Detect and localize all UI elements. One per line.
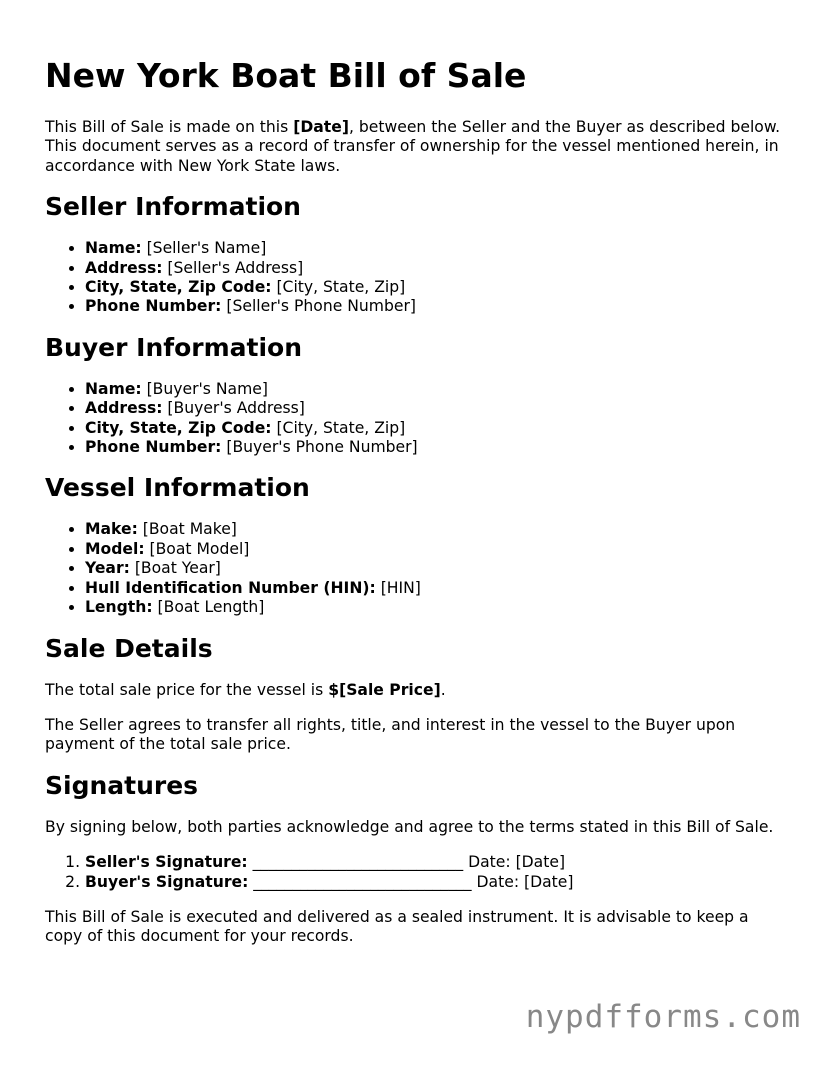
list-item xyxy=(85,520,785,539)
list-item xyxy=(85,278,785,297)
buyer-list xyxy=(45,380,785,458)
item-value: [City, State, Zip] xyxy=(271,278,406,297)
list-item xyxy=(85,559,785,578)
sale-price: $[Sale Price] xyxy=(328,680,441,699)
seller-list xyxy=(45,239,785,317)
list-item xyxy=(85,579,785,598)
item-label: City, State, Zip Code: xyxy=(85,278,272,297)
signature-list xyxy=(45,853,785,892)
list-item xyxy=(85,239,785,258)
signature-line: ___________________________ Date: [Date] xyxy=(247,853,566,872)
item-label: Length: xyxy=(85,598,153,617)
item-label: Hull Identification Number (HIN): xyxy=(85,578,376,597)
item-label: Seller's Signature: xyxy=(85,853,248,872)
page-title: New York Boat Bill of Sale xyxy=(45,56,527,95)
sale-price-paragraph xyxy=(45,681,785,700)
vessel-heading: Vessel Information xyxy=(45,473,310,503)
item-label: Phone Number: xyxy=(85,438,222,457)
item-value: [Buyer's Phone Number] xyxy=(221,438,418,457)
signature-line: ____________________________ Date: [Date] xyxy=(248,872,574,891)
item-label: City, State, Zip Code: xyxy=(85,418,272,437)
list-item xyxy=(85,380,785,399)
item-label: Name: xyxy=(85,379,142,398)
item-label: Address: xyxy=(85,399,163,418)
item-value: [Seller's Name] xyxy=(141,239,267,258)
price-text-end: . xyxy=(440,680,446,699)
signature-item xyxy=(85,853,785,872)
item-value: [Boat Make] xyxy=(137,520,237,539)
item-label: Name: xyxy=(85,239,142,258)
signatures-intro: By signing below, both parties acknowledge and agree to the terms stated in this Bill of Sale. xyxy=(45,817,774,836)
item-value: [HIN] xyxy=(375,578,421,597)
item-value: [Boat Length] xyxy=(152,598,265,617)
list-item xyxy=(85,297,785,316)
item-value: [Seller's Address] xyxy=(162,258,304,277)
item-label: Address: xyxy=(85,258,163,277)
intro-date: [Date] xyxy=(293,118,349,136)
seller-heading: Seller Information xyxy=(45,192,301,222)
list-item xyxy=(85,259,785,278)
list-item xyxy=(85,399,785,418)
list-item xyxy=(85,438,785,457)
transfer-paragraph: The Seller agrees to transfer all rights, title, and interest in the vessel to the Buyer upon payment of the total sale price. xyxy=(45,715,736,754)
item-label: Buyer's Signature: xyxy=(85,872,249,891)
item-value: [Boat Year] xyxy=(129,559,221,578)
item-value: [City, State, Zip] xyxy=(271,418,406,437)
item-value: [Boat Model] xyxy=(144,539,250,558)
item-value: [Buyer's Name] xyxy=(141,379,268,398)
signature-item xyxy=(85,873,785,892)
item-label: Make: xyxy=(85,520,138,539)
signatures-heading: Signatures xyxy=(45,770,199,800)
intro-text-end: , between the Seller and the Buyer as described below. This document serves as a record of transfer of ownership for the vessel mentioned herein, in accordance with New York State laws. xyxy=(45,118,781,175)
item-label: Year: xyxy=(85,559,130,578)
intro-text: This Bill of Sale is made on this xyxy=(45,118,294,136)
sale-heading: Sale Details xyxy=(45,633,213,663)
item-label: Phone Number: xyxy=(85,297,222,316)
watermark: nypdfforms.com xyxy=(525,999,801,1035)
intro-paragraph xyxy=(45,118,785,176)
price-text: The total sale price for the vessel is xyxy=(45,680,329,699)
list-item xyxy=(85,540,785,559)
vessel-list xyxy=(45,520,785,617)
item-label: Model: xyxy=(85,539,145,558)
list-item xyxy=(85,419,785,438)
buyer-heading: Buyer Information xyxy=(45,332,303,362)
item-value: [Seller's Phone Number] xyxy=(221,297,416,316)
closing-paragraph: This Bill of Sale is executed and delivered as a sealed instrument. It is advisable to keep a copy of this document for your records. xyxy=(45,907,749,946)
item-value: [Buyer's Address] xyxy=(162,399,305,418)
list-item xyxy=(85,598,785,617)
